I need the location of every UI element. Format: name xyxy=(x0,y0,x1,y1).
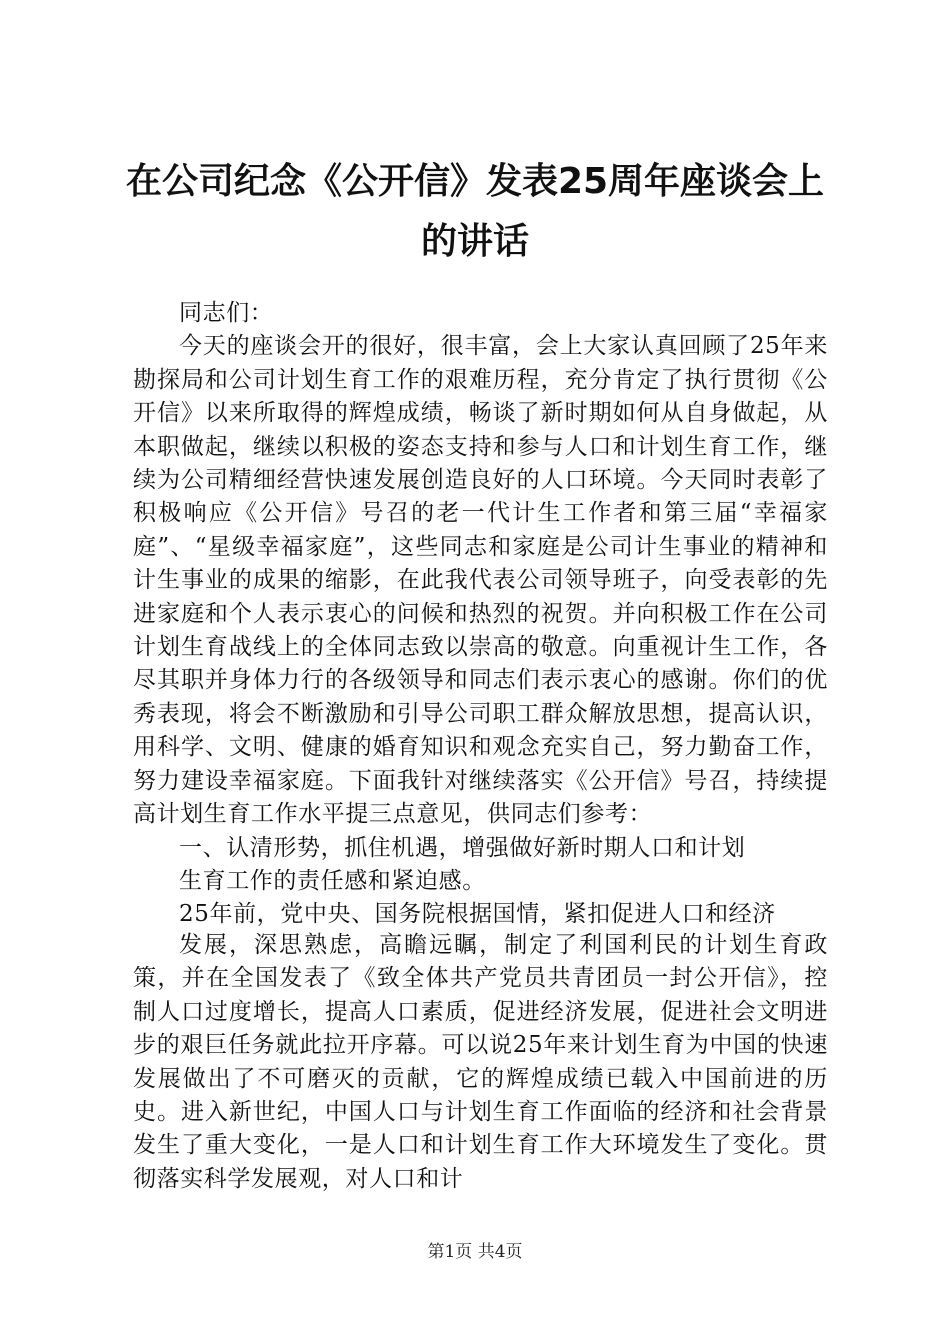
salutation: 同志们： xyxy=(179,300,274,326)
section-heading-1-line-2: 生育工作的责任感和紧迫感。 xyxy=(179,867,486,894)
document-title-line-2: 的讲话 xyxy=(420,221,529,262)
document-body-upper xyxy=(133,297,828,932)
paragraph-section-1-start: 25年前，党中央、国务院根据国情，紧扣促进人口和经济 xyxy=(179,901,776,928)
document-title-line-1: 在公司纪念《公开信》发表25周年座谈会上 xyxy=(125,161,825,202)
section-heading-1-line-1: 一、认清形势，抓住机遇，增强做好新时期人口和计划 xyxy=(179,834,746,861)
page-footer: 第1页 共4页 xyxy=(427,1242,523,1262)
paragraph-section-1-continued: 发展，深思熟虑，高瞻远瞩，制定了利国利民的计划生育政策，并在全国发表了《致全体共产党员共青团员一封公开信》，控制人口过度增长，提高人口素质，促进经济发展，促进社会文明进步的艰巨任务就此拉开序幕。可以说25年来计划生育为中国的快速发展做出了不可磨灭的贡献，它的辉煌成绩已载入中国前进的历史。进入新世纪，中国人口与计划生育工作面临的经济和社会背景发生了重大变化，一是人口和计划生育工作大环境发生了变化。贯彻落实科学发展观，对人口和计 xyxy=(133,932,828,1192)
paragraph-opening: 今天的座谈会开的很好，很丰富，会上大家认真回顾了25年来勘探局和公司计划生育工作的艰难历程，充分肯定了执行贯彻《公开信》以来所取得的辉煌成绩，畅谈了新时期如何从自身做起，从本职做起，继续以积极的姿态支持和参与人口和计划生育工作，继续为公司精细经营快速发展创造良好的人口环境。今天同时表彰了积极响应《公开信》号召的老一代计生工作者和第三届“幸福家庭”、“星级幸福家庭”，这些同志和家庭是公司计生事业的精神和计生事业的成果的缩影，在此我代表公司领导班子，向受表彰的先进家庭和个人表示衷心的问候和热烈的祝贺。并向积极工作在公司计划生育战线上的全体同志致以崇高的敬意。向重视计生工作，各尽其职并身体力行的各级领导和同志们表示衷心的感谢。你们的优秀表现，将会不断激励和引导公司职工群众解放思想，提高认识，用科学、文明、健康的婚育知识和观念充实自己，努力勤奋工作，努力建设幸福家庭。下面我针对继续落实《公开信》号召，持续提高计划生育工作水平提三点意见，供同志们参考： xyxy=(133,333,828,828)
document-body-lower xyxy=(133,929,828,1196)
